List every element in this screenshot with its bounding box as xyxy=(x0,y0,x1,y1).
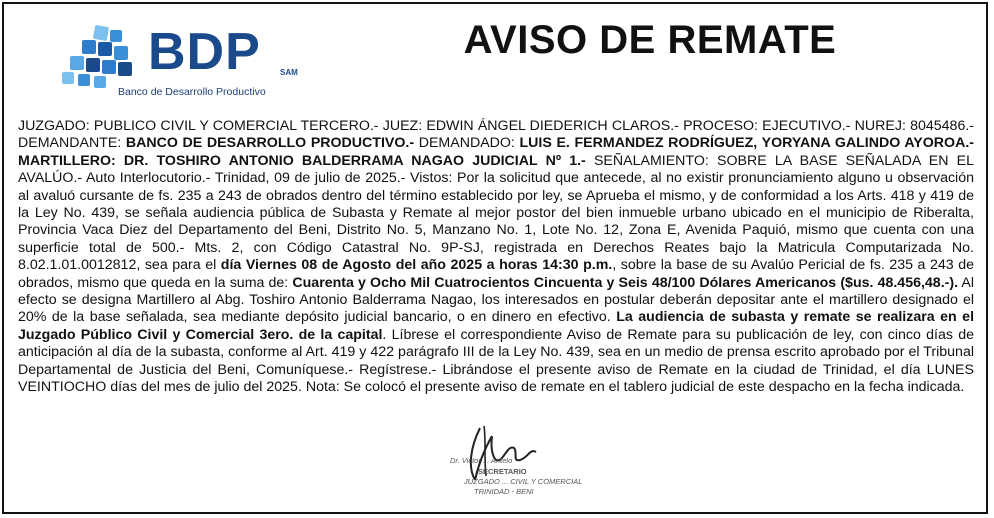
logo-suffix: SAM xyxy=(280,68,298,77)
notice-body xyxy=(18,118,974,397)
stamp-city: TRINIDAD - BENI xyxy=(474,487,534,496)
stamp-court: JUZGADO ... CIVIL Y COMERCIAL xyxy=(464,477,583,486)
page-title: AVISO DE REMATE xyxy=(463,18,837,62)
logo-wordmark: BDP xyxy=(148,23,261,81)
auction-location: La audiencia de subasta y remate se realizara en el Juzgado Público Civil y Comercial 3ero. de la capital xyxy=(18,309,975,343)
notice-bold-text: LUIS E. FERMANDEZ RODRÍGUEZ, YORYANA GALINDO AYOROA.- MARTILLERO: DR. TOSHIRO ANTONIO BALDERRAMA NAGAO JUDICIAL Nº 1.- xyxy=(18,135,974,169)
notice-text: SEÑALAMIENTO: SOBRE LA BASE SEÑALADA EN EL AVALÚO.- Auto Interlocutorio.- Trinidad, 09 de julio de 2025.- Vistos: Por la solicitud que antecede, al no existir pronunciamiento alguno u observación al avaluó cursante de fs. 235 a 243 de obrados dentro del término establecido por ley, se Aprueba el mismo, y de conformidad a los Arts. 418 y 419 de la Ley No. 439, se señala audiencia pública de Subasta y Remate al mejor postor del bien inmueble urbano ubicado en el municipio de Riberalta, Provincia Vaca Diez del Departamento del Beni, Distrito No. 5, Manzano No. 1, Lote No. 12, Zona E, Avenida Paquió, mismo que cuenta con una superficie total de 500.- Mts. 2, con Código Catastral No. 9P-SJ, registrada en Derechos Reates bajo la Matricula Computarizada No. 8.02.1.01.0012812, sea para el xyxy=(18,152,974,274)
logo-subtitle: Banco de Desarrollo Productivo xyxy=(118,86,266,98)
base-amount: Cuarenta y Ocho Mil Cuatrocientos Cincuenta y Seis 48/100 Dólares Americanos ($us. 48.456,48.-). xyxy=(292,274,959,291)
notice-text: . Líbrese el correspondiente Aviso de Remate para su publicación de ley, con cinco días de anticipación al día de la subasta, conforme al Art. 419 y 422 parágrafo III de la Ley No. 439, sea en un medio de prensa escrito aprobado por el Tribunal Departamental de Justicia del Beni, Comuníquese.- Regístrese.- Librándose el presente aviso de Remate en la ciudad de Trinidad, el día LUNES VEINTIOCHO días del mes de julio del 2025. Nota: Se colocó el presente aviso de remate en el tablero judicial de este despacho en la fecha indicada. xyxy=(18,326,974,396)
stamp-title: SECRETARIO xyxy=(478,467,527,476)
signature-stamp xyxy=(440,418,590,508)
notice-text: Al efecto se designa Martillero al Abg. Toshiro Antonio Balderrama Nagao, los interesados en postular deberán depositar ante el martillero designado el 20% de la base señalada, sea mediante depósito judicial bancario, o en dinero en efectivo. xyxy=(18,274,974,326)
notice-text: JUZGADO: PUBLICO CIVIL Y COMERCIAL TERCERO.- JUEZ: EDWIN ÁNGEL DIEDERICH CLAROS.- PROCESO: EJECUTIVO.- NUREJ: 8045486.- DEMANDANTE: xyxy=(18,118,974,152)
cube-cluster-icon xyxy=(60,22,150,92)
notice-bold-text: BANCO DE DESARROLLO PRODUCTIVO.- xyxy=(125,135,415,152)
bdp-logo xyxy=(60,22,298,110)
auction-date: día Viernes 08 de Agosto del año 2025 a horas 14:30 p.m. xyxy=(220,257,613,274)
notice-text: DEMANDADO: xyxy=(414,135,520,152)
notice-text: , sobre la base de su Avalúo Pericial de fs. 235 a 243 de obrados, mismo que queda en la suma de: xyxy=(18,257,974,291)
stamp-name: Dr. Victor ... Antelo xyxy=(450,456,513,465)
